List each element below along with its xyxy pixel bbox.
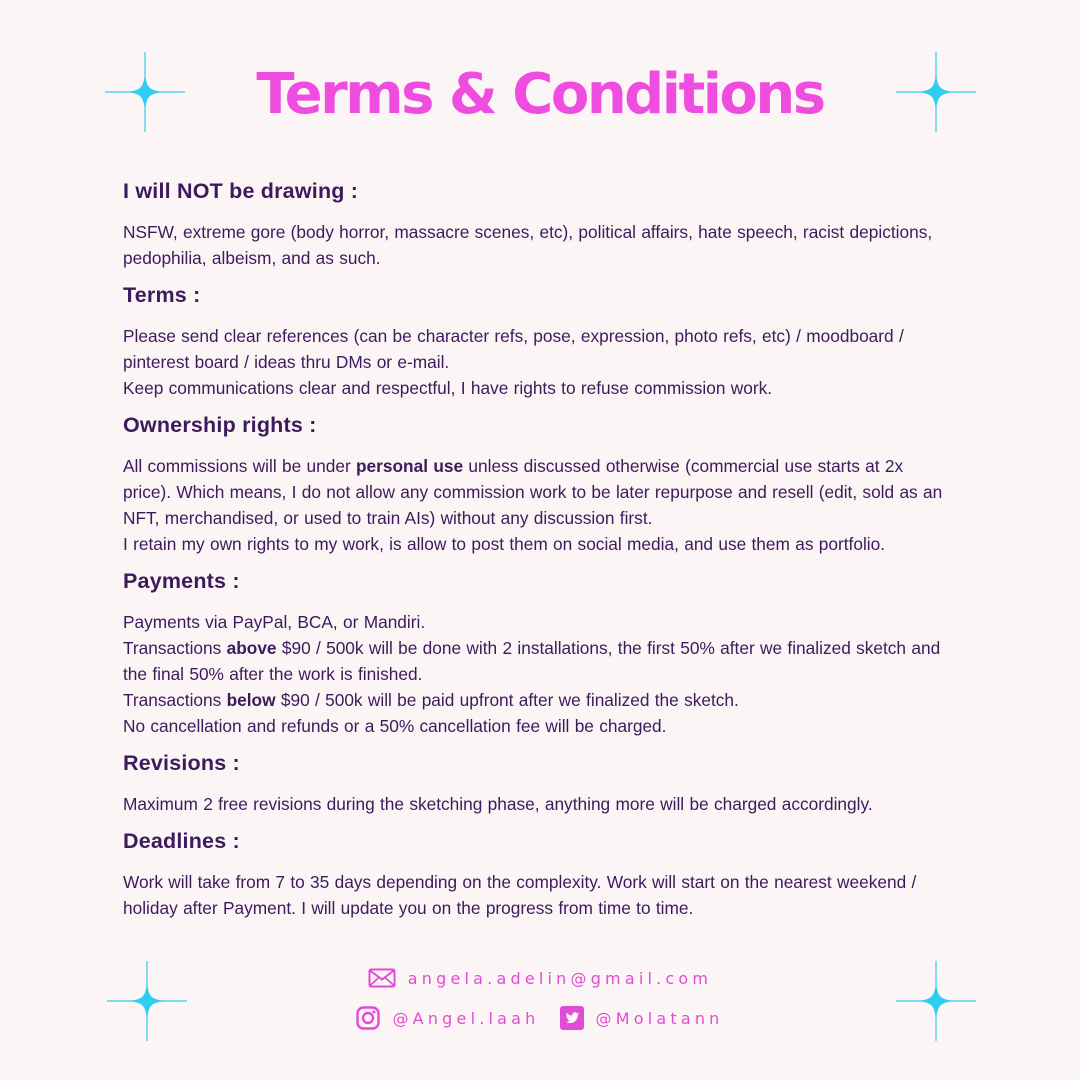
contact-email[interactable]: angela.adelin@gmail.com (407, 968, 713, 988)
section-paragraph: Transactions above $90 / 500k will be done with 2 installations, the first 50% after we finalized sketch and the final 50% after the work is finished. (123, 638, 941, 684)
section-paragraph: I retain my own rights to my work, is allow to post them on social media, and use them as portfolio. (123, 534, 886, 554)
contact-twitter[interactable]: @Molatann (595, 1008, 724, 1028)
section-paragraph: Work will take from 7 to 35 days depending on the complexity. Work will start on the nearest weekend / holiday after Payment. I will update you on the progress from time to time. (123, 872, 917, 918)
section-ownership (123, 410, 953, 557)
section-terms (123, 280, 953, 401)
contact-email-row (0, 968, 1080, 988)
section-not-drawing (123, 176, 953, 271)
section-paragraph: NSFW, extreme gore (body horror, massacre scenes, etc), political affairs, hate speech, racist depictions, pedophilia, albeism, and as such. (123, 222, 933, 268)
mail-icon (368, 968, 396, 988)
section-paragraph: No cancellation and refunds or a 50% cancellation fee will be charged. (123, 716, 667, 736)
section-paragraph: Keep communications clear and respectful, I have rights to refuse commission work. (123, 378, 773, 398)
section-revisions (123, 748, 953, 817)
section-title: Revisions : (123, 751, 240, 775)
terms-content (123, 176, 953, 930)
section-title: Terms : (123, 283, 201, 307)
section-paragraph: Transactions below $90 / 500k will be paid upfront after we finalized the sketch. (123, 690, 739, 710)
section-title: Ownership rights : (123, 413, 317, 437)
section-payments (123, 566, 953, 739)
section-title: Deadlines : (123, 829, 240, 853)
twitter-icon (560, 1006, 584, 1030)
section-deadlines (123, 826, 953, 921)
contact-instagram[interactable]: @Angel.laah (392, 1008, 540, 1028)
section-title: I will NOT be drawing : (123, 179, 359, 203)
section-title: Payments : (123, 569, 240, 593)
contact-social-row (0, 1006, 1080, 1030)
section-paragraph: Maximum 2 free revisions during the sketching phase, anything more will be charged accordingly. (123, 794, 873, 814)
section-paragraph: Payments via PayPal, BCA, or Mandiri. (123, 612, 426, 632)
page-title: Terms & Conditions (256, 62, 824, 127)
instagram-icon (356, 1006, 380, 1030)
section-paragraph: Please send clear references (can be character refs, pose, expression, photo refs, etc) / moodboard / pinterest board / ideas thru DMs or e-mail. (123, 326, 904, 372)
section-paragraph: All commissions will be under personal use unless discussed otherwise (commercial use starts at 2x price). Which means, I do not allow any commission work to be later repurpose and resell (edit, sold as an NFT, merchandised, or used to train AIs) without any discussion first. (123, 456, 943, 528)
